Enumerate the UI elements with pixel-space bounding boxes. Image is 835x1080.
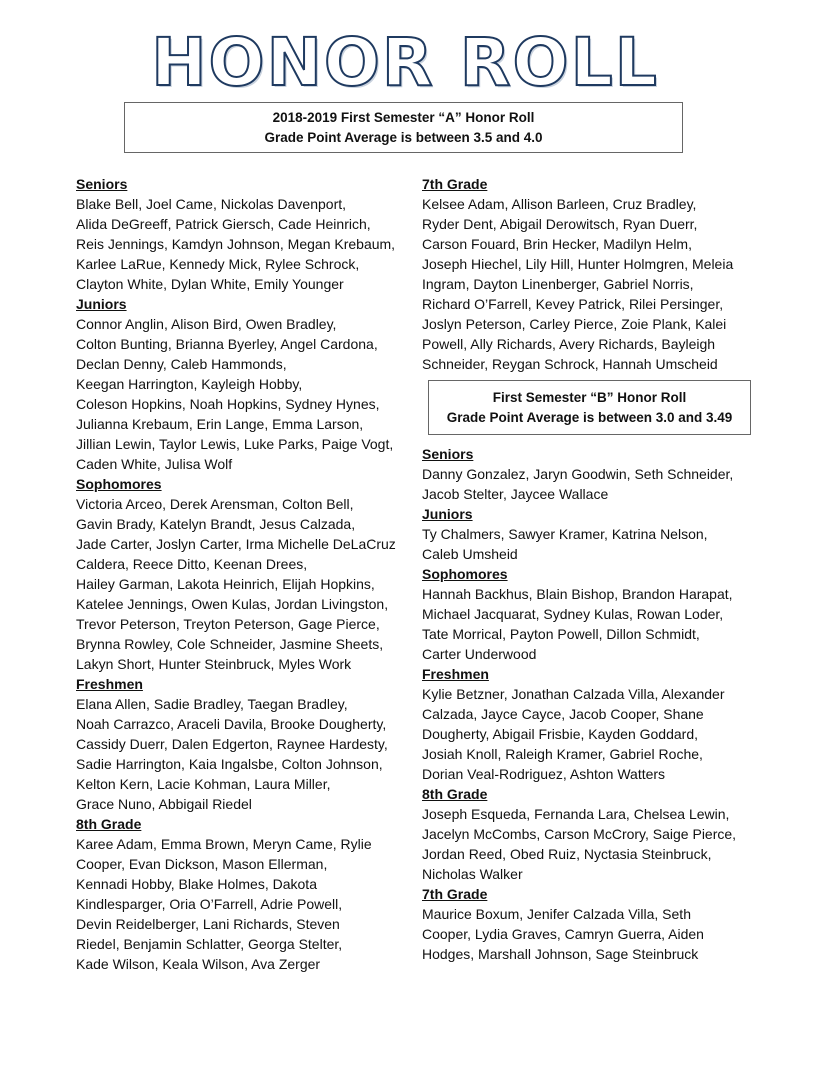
section-heading: Freshmen xyxy=(422,666,489,682)
section-heading: 8th Grade xyxy=(422,786,488,802)
student-names-line: Michael Jacquarat, Sydney Kulas, Rowan Loder, xyxy=(422,606,724,622)
student-names-line: Ty Chalmers, Sawyer Kramer, Katrina Nelson, xyxy=(422,526,708,542)
student-names-line: Schneider, Reygan Schrock, Hannah Umscheid xyxy=(422,356,718,372)
section-heading: Juniors xyxy=(76,296,127,312)
student-names-line: Kelsee Adam, Allison Barleen, Cruz Bradley, xyxy=(422,196,697,212)
student-names-line: Elana Allen, Sadie Bradley, Taegan Bradley, xyxy=(76,696,348,712)
student-names-line: Brynna Rowley, Cole Schneider, Jasmine Sheets, xyxy=(76,636,384,652)
student-names-line: Gavin Brady, Katelyn Brandt, Jesus Calzada, xyxy=(76,516,356,532)
student-names-line: Powell, Ally Richards, Avery Richards, Bayleigh xyxy=(422,336,716,352)
student-names-line: Nicholas Walker xyxy=(422,866,523,882)
student-names-line: Hailey Garman, Lakota Heinrich, Elijah Hopkins, xyxy=(76,576,375,592)
student-names-line: Ingram, Dayton Linenberger, Gabriel Norris, xyxy=(422,276,694,292)
a-honor-roll-header xyxy=(124,102,683,153)
b-header-line1: First Semester “B” Honor Roll xyxy=(492,389,687,405)
section-heading: 7th Grade xyxy=(422,176,488,192)
student-names-line: Grace Nuno, Abbigail Riedel xyxy=(76,796,252,812)
student-names-line: Connor Anglin, Alison Bird, Owen Bradley, xyxy=(76,316,337,332)
student-names-line: Trevor Peterson, Treyton Peterson, Gage Pierce, xyxy=(76,616,380,632)
section-heading: Seniors xyxy=(76,176,128,192)
student-names-line: Kindlesparger, Oria O’Farrell, Adrie Powell, xyxy=(76,896,343,912)
student-names-line: Reis Jennings, Kamdyn Johnson, Megan Krebaum, xyxy=(76,236,396,252)
student-names-line: Sadie Harrington, Kaia Ingalsbe, Colton Johnson, xyxy=(76,756,383,772)
student-names-line: Hodges, Marshall Johnson, Sage Steinbruck xyxy=(422,946,699,962)
section-heading: Seniors xyxy=(422,446,474,462)
student-names-line: Danny Gonzalez, Jaryn Goodwin, Seth Schneider, xyxy=(422,466,734,482)
student-names-line: Carter Underwood xyxy=(422,646,537,662)
student-names-line: Karlee LaRue, Kennedy Mick, Rylee Schrock, xyxy=(76,256,360,272)
student-names-line: Devin Reidelberger, Lani Richards, Steven xyxy=(76,916,340,932)
student-names-line: Victoria Arceo, Derek Arensman, Colton Bell, xyxy=(76,496,354,512)
student-names-line: Richard O’Farrell, Kevey Patrick, Rilei Persinger, xyxy=(422,296,724,312)
student-names-line: Katelee Jennings, Owen Kulas, Jordan Livingston, xyxy=(76,596,389,612)
student-names-line: Hannah Backhus, Blain Bishop, Brandon Harapat, xyxy=(422,586,733,602)
student-names-line: Kade Wilson, Keala Wilson, Ava Zerger xyxy=(76,956,321,972)
student-names-line: Lakyn Short, Hunter Steinbruck, Myles Work xyxy=(76,656,352,672)
section-heading: 8th Grade xyxy=(76,816,142,832)
student-names-line: Julianna Krebaum, Erin Lange, Emma Larson, xyxy=(76,416,364,432)
b-sections-column xyxy=(422,444,762,964)
student-names-line: Tate Morrical, Payton Powell, Dillon Schmidt, xyxy=(422,626,700,642)
student-names-line: Cooper, Evan Dickson, Mason Ellerman, xyxy=(76,856,328,872)
a-right-column xyxy=(422,174,762,374)
student-names-line: Declan Denny, Caleb Hammonds, xyxy=(76,356,287,372)
a-left-column xyxy=(76,174,416,974)
b-honor-roll-header xyxy=(428,380,751,435)
student-names-line: Clayton White, Dylan White, Emily Younger xyxy=(76,276,344,292)
student-names-line: Jacelyn McCombs, Carson McCrory, Saige Pierce, xyxy=(422,826,737,842)
student-names-line: Jordan Reed, Obed Ruiz, Nyctasia Steinbruck, xyxy=(422,846,712,862)
student-names-line: Caleb Umsheid xyxy=(422,546,518,562)
student-names-line: Joslyn Peterson, Carley Pierce, Zoie Plank, Kalei xyxy=(422,316,727,332)
student-names-line: Riedel, Benjamin Schlatter, Georga Stelter, xyxy=(76,936,343,952)
student-names-line: Karee Adam, Emma Brown, Meryn Came, Rylie xyxy=(76,836,372,852)
student-names-line: Dougherty, Abigail Frisbie, Kayden Goddard, xyxy=(422,726,699,742)
student-names-line: Joseph Esqueda, Fernanda Lara, Chelsea Lewin, xyxy=(422,806,730,822)
student-names-line: Keegan Harrington, Kayleigh Hobby, xyxy=(76,376,303,392)
section-heading: Freshmen xyxy=(76,676,143,692)
student-names-line: Caldera, Reece Ditto, Keenan Drees, xyxy=(76,556,308,572)
student-names-line: Kylie Betzner, Jonathan Calzada Villa, Alexander xyxy=(422,686,725,702)
section-heading: Sophomores xyxy=(422,566,508,582)
student-names-line: Maurice Boxum, Jenifer Calzada Villa, Seth xyxy=(422,906,691,922)
student-names-line: Carson Fouard, Brin Hecker, Madilyn Helm, xyxy=(422,236,692,252)
a-header-line1: 2018-2019 First Semester “A” Honor Roll xyxy=(272,109,535,125)
student-names-line: Noah Carrazco, Araceli Davila, Brooke Dougherty, xyxy=(76,716,387,732)
section-heading: Juniors xyxy=(422,506,473,522)
student-names-line: Coleson Hopkins, Noah Hopkins, Sydney Hynes, xyxy=(76,396,380,412)
student-names-line: Blake Bell, Joel Came, Nickolas Davenport, xyxy=(76,196,347,212)
student-names-line: Jacob Stelter, Jaycee Wallace xyxy=(422,486,609,502)
student-names-line: Ryder Dent, Abigail Derowitsch, Ryan Duerr, xyxy=(422,216,698,232)
student-names-line: Cooper, Lydia Graves, Camryn Guerra, Aiden xyxy=(422,926,704,942)
a-header-line2: Grade Point Average is between 3.5 and 4.0 xyxy=(264,129,543,145)
student-names-line: Joseph Hiechel, Lily Hill, Hunter Holmgren, Meleia xyxy=(422,256,734,272)
student-names-line: Caden White, Julisa Wolf xyxy=(76,456,233,472)
student-names-line: Jade Carter, Joslyn Carter, Irma Michelle DeLaCruz xyxy=(76,536,396,552)
section-heading: Sophomores xyxy=(76,476,162,492)
honor-roll-title: HONOR ROLL xyxy=(151,24,659,101)
student-names-line: Calzada, Jayce Cayce, Jacob Cooper, Shane xyxy=(422,706,704,722)
section-heading: 7th Grade xyxy=(422,886,488,902)
student-names-line: Dorian Veal-Rodriguez, Ashton Watters xyxy=(422,766,666,782)
student-names-line: Kelton Kern, Lacie Kohman, Laura Miller, xyxy=(76,776,331,792)
b-header-line2: Grade Point Average is between 3.0 and 3.49 xyxy=(446,409,733,425)
student-names-line: Kennadi Hobby, Blake Holmes, Dakota xyxy=(76,876,317,892)
student-names-line: Josiah Knoll, Raleigh Kramer, Gabriel Roche, xyxy=(422,746,703,762)
student-names-line: Colton Bunting, Brianna Byerley, Angel Cardona, xyxy=(76,336,378,352)
student-names-line: Alida DeGreeff, Patrick Giersch, Cade Heinrich, xyxy=(76,216,371,232)
student-names-line: Jillian Lewin, Taylor Lewis, Luke Parks, Paige Vogt, xyxy=(76,436,394,452)
student-names-line: Cassidy Duerr, Dalen Edgerton, Raynee Hardesty, xyxy=(76,736,388,752)
